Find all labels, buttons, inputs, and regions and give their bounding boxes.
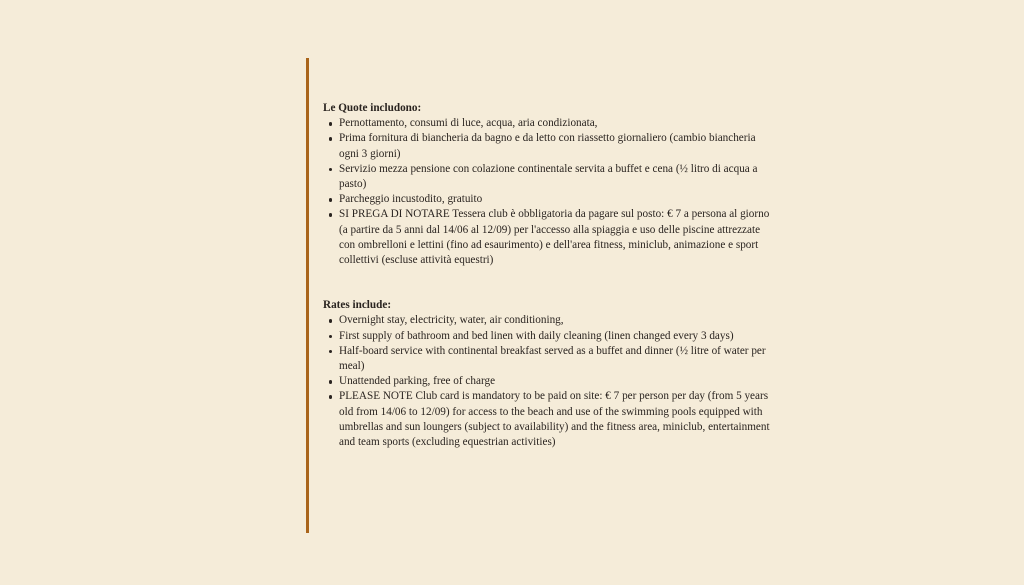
italian-rates-title: Le Quote includono: [323,102,422,114]
english-rates-title: Rates include: [323,299,392,312]
italian-rates-list [323,116,773,268]
accent-bar [306,58,309,533]
list-item: SI PREGA DI NOTARE Tessera club è obbligatoria da pagare sul posto: € 7 a persona al giorno (a partire da 5 anni dal 14/06 al 12/09) per l'accesso alla spiaggia e uso delle piscine attrezzate con ombrelloni e lettini (fino ad esaurimento) e dell'area fitness, miniclub, animazione e sport collettivi (escluse attività equestri) [339,207,773,268]
list-item: First supply of bathroom and bed linen with daily cleaning (linen changed every 3 days) [339,329,773,344]
list-item: Unattended parking, free of charge [339,374,773,389]
list-item: Pernottamento, consumi di luce, acqua, aria condizionata, [339,116,773,131]
list-item: Overnight stay, electricity, water, air conditioning, [339,313,773,328]
rates-content [323,101,773,450]
list-item: Parcheggio incustodito, gratuito [339,192,773,207]
list-item: Half-board service with continental breakfast served as a buffet and dinner (½ litre of water per meal) [339,344,773,374]
italian-rates-section [323,101,773,268]
section-spacer [323,268,773,298]
english-rates-section [323,298,773,450]
list-item: Prima fornitura di biancheria da bagno e da letto con riassetto giornaliero (cambio biancheria ogni 3 giorni) [339,131,773,161]
english-rates-list [323,313,773,450]
list-item: PLEASE NOTE Club card is mandatory to be paid on site: € 7 per person per day (from 5 years old from 14/06 to 12/09) for access to the beach and use of the swimming pools equipped with umbrellas and sun loungers (subject to availability) and the fitness area, miniclub, entertainment and team sports (excluding equestrian activities) [339,389,773,450]
list-item: Servizio mezza pensione con colazione continentale servita a buffet e cena (½ litro di acqua a pasto) [339,162,773,192]
